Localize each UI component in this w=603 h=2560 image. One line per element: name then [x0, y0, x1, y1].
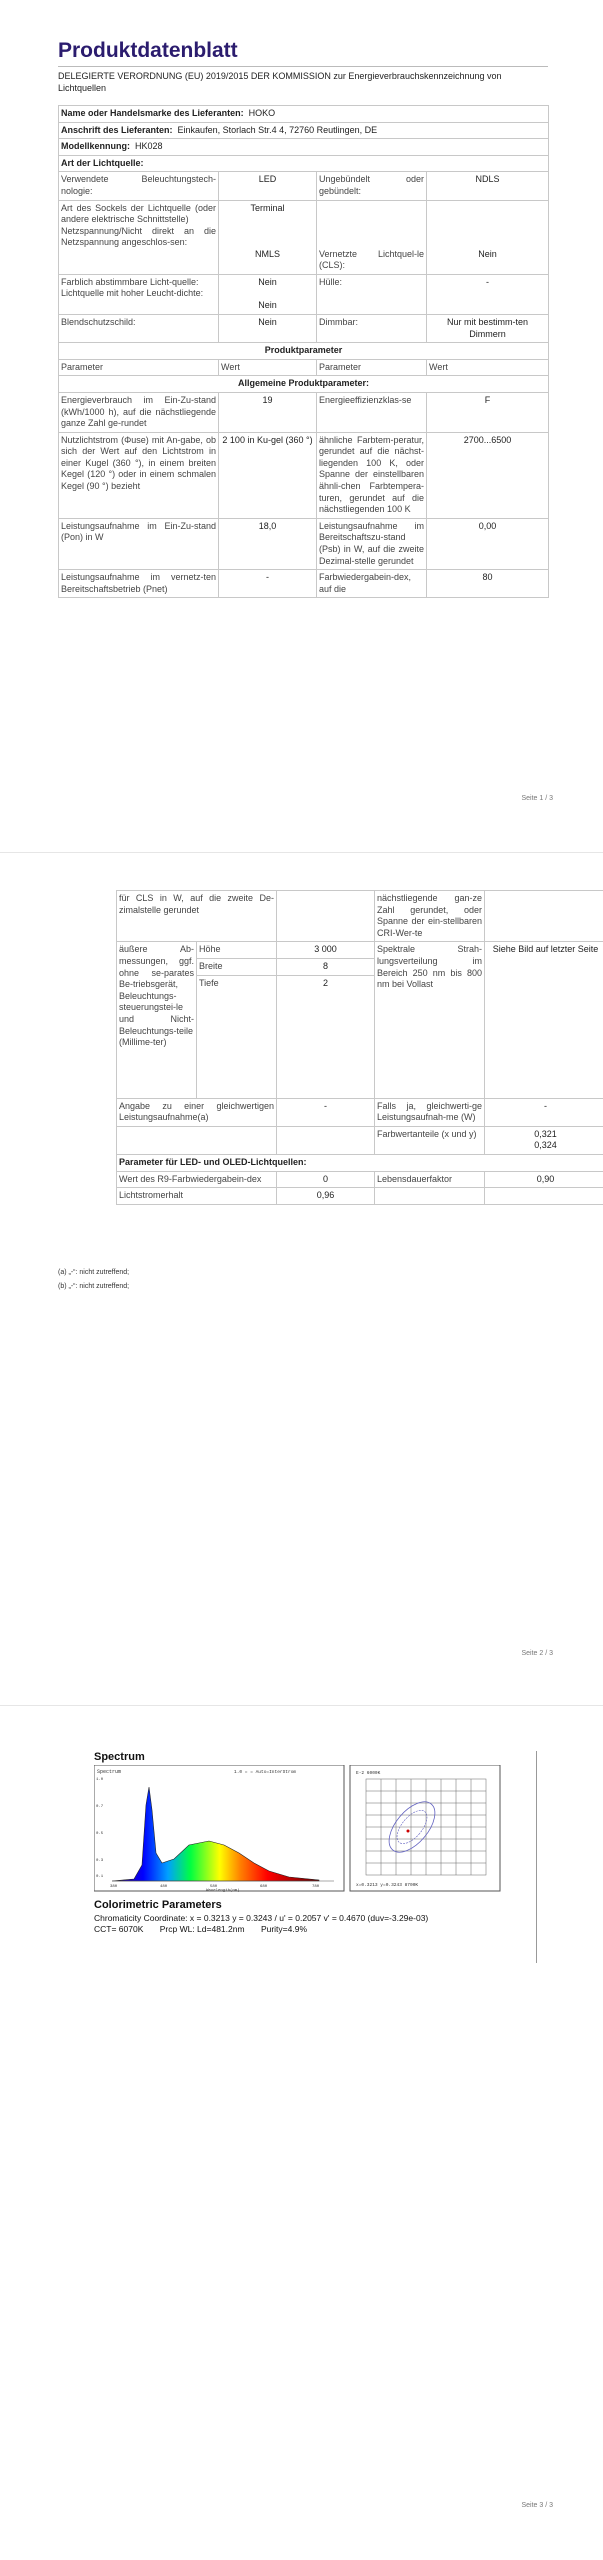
pon-label: Leistungsaufnahme im Ein-Zu-stand (Pon) in W — [59, 518, 219, 569]
pnet-value: - — [219, 570, 317, 598]
chromaticity-point — [407, 1830, 410, 1833]
product-params-heading: Produktparameter — [59, 343, 549, 360]
energy-value: 19 — [219, 392, 317, 432]
colour-tunable-value: Nein — [258, 276, 277, 287]
colour-tunable-label: Farblich abstimmbare Licht-quelle: — [61, 276, 199, 287]
page-3 — [0, 1706, 603, 2558]
lifetime-label: Lebensdauerfaktor — [375, 1171, 485, 1188]
bundled-label: Ungebündelt oder gebündelt: — [317, 172, 427, 200]
r9-value: 0 — [277, 1171, 375, 1188]
lifetime-value: 0,90 — [485, 1171, 603, 1188]
x-tick: 680 — [260, 1885, 268, 1889]
equiv-watt-label: Falls ja, gleichwerti-ge Leistungsaufnah-me (W) — [375, 1098, 485, 1126]
cct-label: ähnliche Farbtem-peratur, gerundet auf die nächst-liegenden 100 K, oder Spanne der einstellbaren ähnli-chen Farbtempera-turen, gerundet auf die nächstliegenden 100 K — [317, 432, 427, 518]
product-data-table-2 — [116, 890, 603, 1205]
high-luminance-value: Nein — [258, 300, 277, 311]
lumen-maintenance-label: Lichtstromerhalt — [117, 1188, 277, 1205]
cct-value: 2700...6500 — [427, 432, 549, 518]
cie-label: E-2 6000K — [356, 1771, 381, 1776]
spectrum-title: Spectrum — [94, 1751, 145, 1763]
envelope-label: Hülle: — [317, 274, 427, 314]
cie-coords: x=0.3213 y=0.3243 8700K — [356, 1883, 419, 1888]
chromaticity-line: Chromaticity Coordinate: x = 0.3213 y = 0.3243 / u' = 0.2057 v' = 0.4670 (duv=-3.29e-03) — [94, 1913, 429, 1923]
chroma-x: 0,321 — [534, 1128, 557, 1139]
regulation-subtitle: DELEGIERTE VERORDNUNG (EU) 2019/2015 DER KOMMISSION zur Energieverbrauchskennzeichnung von Lichtquellen — [58, 71, 502, 93]
lumen-maintenance-value: 0,96 — [277, 1188, 375, 1205]
plot-label: Spectrum — [97, 1769, 122, 1775]
equiv-power-value: - — [277, 1098, 375, 1126]
x-axis-label: Wavelength(nm) — [206, 1889, 240, 1893]
dimmable-label: Dimmbar: — [317, 314, 427, 342]
height-label: Höhe — [197, 942, 277, 959]
flux-value: 2 100 in Ku-gel (360 °) — [219, 432, 317, 518]
page-number-2: Seite 2 / 3 — [521, 1650, 553, 1657]
dimensions-label: äußere Ab-messungen, ggf. ohne se-parates Be-triebsgerät, Beleuchtungs-steuerungstei-le und Nicht-Beleuchtungs-teile (Millime-ter) — [117, 942, 197, 1098]
cie-plot-frame — [350, 1765, 500, 1891]
socket-label: Art des Sockels der Lichtquelle (oder andere elektrische Schnittstelle) — [61, 202, 216, 225]
psb-value: 0,00 — [427, 518, 549, 569]
col-header-value-1: Wert — [219, 359, 317, 376]
cct-value: CCT= 6070K — [94, 1924, 144, 1934]
page-2 — [0, 853, 603, 1705]
equiv-watt-value: - — [485, 1098, 603, 1126]
supplier-name-row: Name oder Handelsmarke des Lieferanten: HOKO — [59, 106, 549, 123]
spectral-label: Spektrale Strah-lungsverteilung im Bereich 250 nm bis 800 nm bei Vollast — [375, 942, 485, 1098]
socket-mains-values — [219, 200, 317, 274]
general-params-heading: Allgemeine Produktparameter: — [59, 376, 549, 393]
y-tick: 0.7 — [96, 1805, 104, 1809]
dimmable-value: Nur mit bestimm-ten Dimmern — [427, 314, 549, 342]
x-tick: 380 — [110, 1885, 118, 1889]
tech-label: Verwendete Beleuchtungstech-nologie: — [59, 172, 219, 200]
width-value: 8 — [277, 958, 375, 975]
mains-label: Netzspannung/Nicht direkt an die Netzspannung angeschlos-sen: — [61, 225, 216, 248]
equiv-power-label: Angabe zu einer gleichwertigen Leistungsaufnahme(a) — [117, 1098, 277, 1126]
cri-label-part2: nächstliegende gan-ze Zahl gerundet, oder Spanne der ein-stellbaren CRI-Wer-te — [375, 891, 485, 942]
energy-class-value: F — [427, 392, 549, 432]
socket-value: Terminal — [250, 202, 285, 213]
bundled-value: NDLS — [427, 172, 549, 200]
pnet-label-part2: für CLS in W, auf die zweite De-zimalstelle gerundet — [117, 891, 277, 942]
flux-label: Nutzlichtstrom (Φuse) mit An-gabe, ob sich der Wert auf den Lichtstrom in einer Kugel (360 °), in einem breiten Kegel (120 °) oder in einem schmalen Kegel (90 °) bezieht — [59, 432, 219, 518]
col-header-param-2: Parameter — [317, 359, 427, 376]
y-tick: 0.3 — [96, 1859, 104, 1863]
purity-value: Purity=4.9% — [260, 1924, 308, 1934]
x-tick: 780 — [312, 1885, 320, 1889]
lightsource-heading: Art der Lichtquelle: — [59, 155, 549, 172]
high-luminance-label: Lichtquelle mit hoher Leucht-dichte: — [61, 288, 204, 299]
peak-wavelength: Prcp WL: Ld=481.2nm — [159, 1924, 245, 1934]
chroma-y: 0,324 — [534, 1140, 557, 1151]
cri-label-part1: Farbwiedergabein-dex, auf die — [317, 570, 427, 598]
model-row: Modellkennung: HK028 — [59, 139, 549, 156]
col-header-value-2: Wert — [427, 359, 549, 376]
energy-label: Energieverbrauch im Ein-Zu-stand (kWh/1000 h), auf die nächstliegende ganze Zahl ge-rundet — [59, 392, 219, 432]
page-1 — [0, 0, 603, 852]
connected-label: Vernetzte Lichtquel-le (CLS): — [319, 248, 424, 271]
mains-value: NMLS — [254, 249, 280, 260]
depth-label: Tiefe — [197, 975, 277, 1098]
cct-line — [94, 1924, 321, 1934]
col-header-param-1: Parameter — [59, 359, 219, 376]
plot-legend: 1.0 = = Auto=InterStrom — [234, 1770, 297, 1775]
pnet-label-part1: Leistungsaufnahme im vernetz-ten Bereitschaftsbetrieb (Pnet) — [59, 570, 219, 598]
chroma-label: Farbwertanteile (x und y) — [375, 1126, 485, 1154]
envelope-value: - — [427, 274, 549, 314]
r9-label: Wert des R9-Farbwiedergabein-dex — [117, 1171, 277, 1188]
spectrum-graphic — [94, 1765, 504, 1905]
width-label: Breite — [197, 958, 277, 975]
x-tick: 480 — [160, 1885, 168, 1889]
footnote-b: (b) „-“: nicht zutreffend; — [58, 1283, 130, 1290]
figure-border-line — [536, 1751, 537, 1963]
tech-value: LED — [219, 172, 317, 200]
socket-mains-label — [59, 200, 219, 274]
led-params-heading: Parameter für LED- und OLED-Lichtquellen: — [117, 1154, 603, 1171]
pon-value: 18,0 — [219, 518, 317, 569]
colorimetric-title: Colorimetric Parameters — [94, 1899, 222, 1911]
product-data-table-1 — [58, 105, 549, 598]
y-tick: 0.5 — [96, 1832, 104, 1836]
height-value: 3 000 — [277, 942, 375, 959]
spectral-value: Siehe Bild auf letzter Seite — [485, 942, 603, 1098]
footnote-a: (a) „-“: nicht zutreffend; — [58, 1269, 130, 1276]
chroma-values — [485, 1126, 603, 1154]
y-tick: 0.1 — [96, 1875, 104, 1879]
supplier-address-row: Anschrift des Lieferanten: Einkaufen, Storlach Str.4 4, 72760 Reutlingen, DE — [59, 122, 549, 139]
page-title: Produktdatenblatt — [58, 36, 548, 67]
spectrum-figure — [94, 1751, 540, 1963]
glare-value: Nein — [219, 314, 317, 342]
connected-value: Nein — [478, 248, 497, 259]
x-tick: 580 — [210, 1885, 218, 1889]
page-number-1: Seite 1 / 3 — [521, 795, 553, 802]
glare-label: Blendschutzschild: — [59, 314, 219, 342]
depth-value: 2 — [277, 975, 375, 1098]
cri-value: 80 — [427, 570, 549, 598]
psb-label: Leistungsaufnahme im Bereitschaftszu-stand (Psb) in W, auf die zweite Dezimal-stelle gerundet — [317, 518, 427, 569]
energy-class-label: Energieeffizienzklas-se — [317, 392, 427, 432]
page-number-3: Seite 3 / 3 — [521, 2502, 553, 2509]
y-tick: 1.0 — [96, 1778, 104, 1782]
